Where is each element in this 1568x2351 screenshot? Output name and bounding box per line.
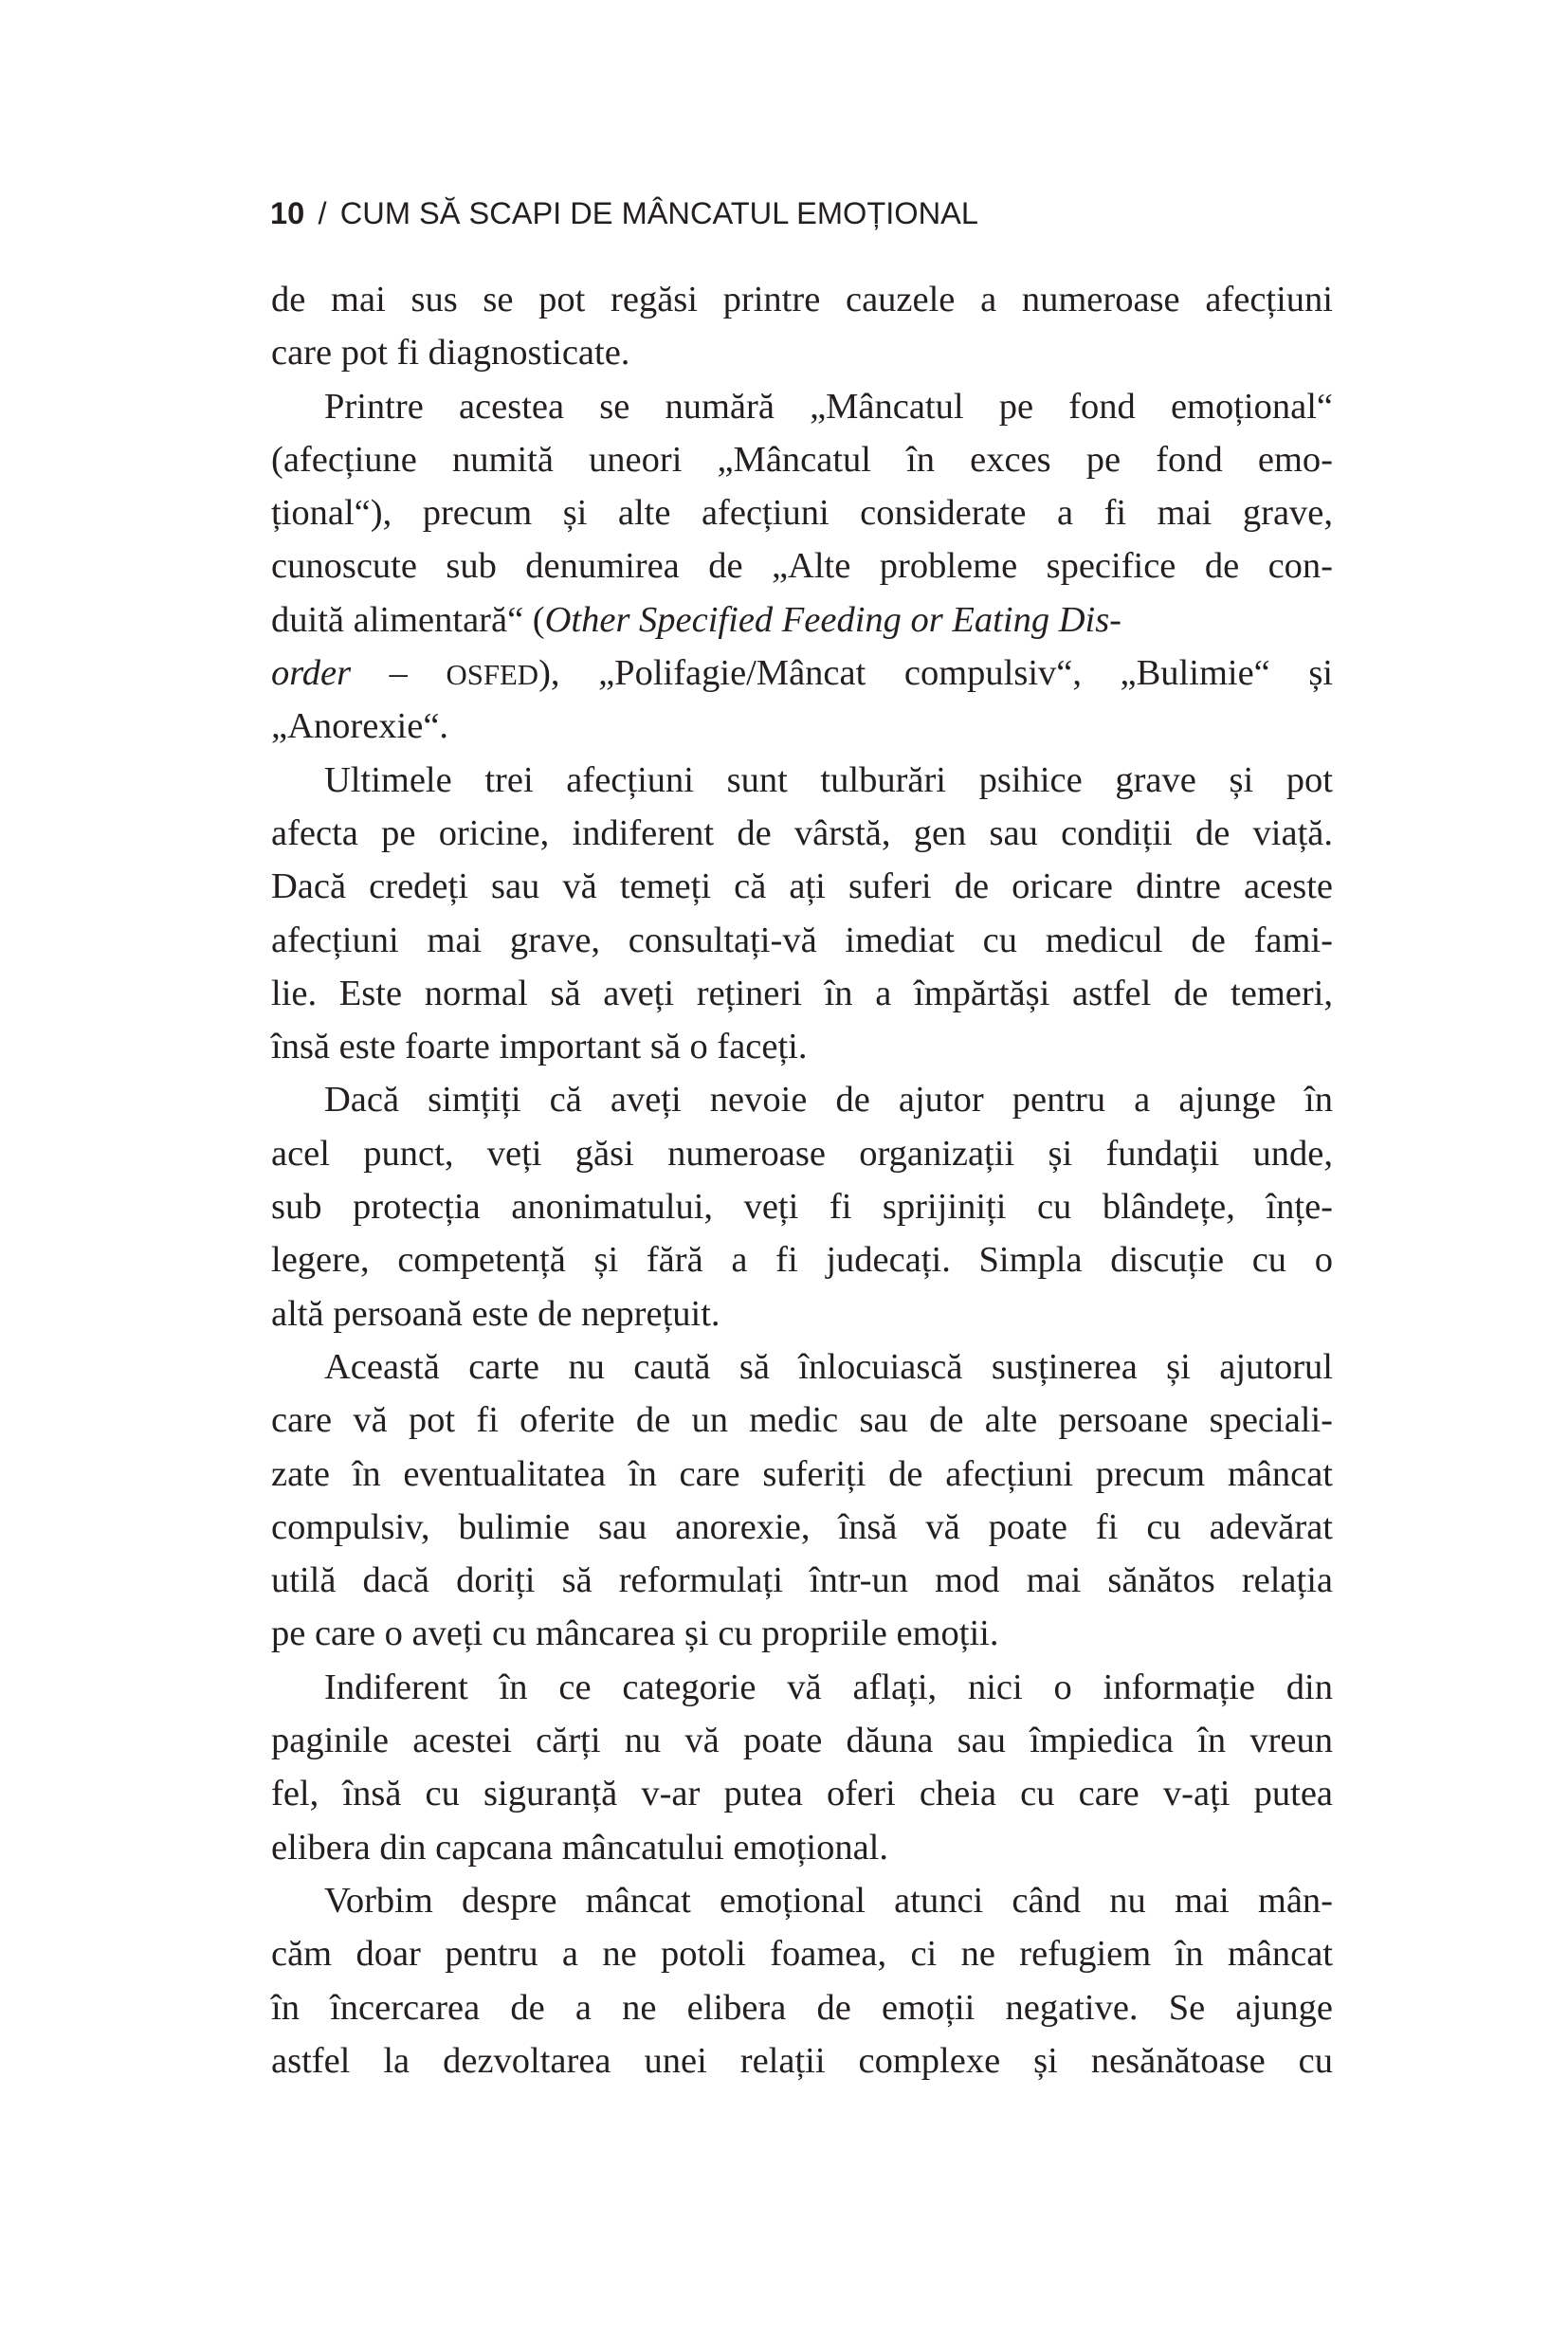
line-text: Dacă credeți sau vă temeți că ați suferi de oricare dintre aceste (271, 866, 1333, 907)
text-line (271, 1821, 1333, 1874)
line-text: paginile acestei cărți nu vă poate dăuna sau împiedica în vreun (271, 1721, 1333, 1761)
text-line (271, 914, 1333, 967)
text-line (271, 593, 1333, 647)
text-line (271, 647, 1333, 700)
line-text: (afecțiune numită uneori „Mâncatul în exces pe fond emo- (271, 439, 1333, 480)
text-line (271, 1927, 1333, 1980)
line-text: căm doar pentru a ne potoli foamea, ci ne refugiem în mâncat (271, 1934, 1333, 1975)
line-text: cunoscute sub denumirea de „Alte probleme specifice de con- (271, 546, 1333, 587)
paragraph-first-line (271, 1874, 1333, 1927)
italic-text: Other Specified Feeding or Eating Dis- (544, 599, 1121, 640)
line-text (271, 593, 1121, 647)
text-line (271, 1127, 1333, 1180)
line-text: astfel la dezvoltarea unei relații complexe și nesănătoase cu (271, 2040, 1333, 2081)
line-text: Vorbim despre mâncat emoțional atunci când nu mai mân- (324, 1880, 1333, 1921)
paragraph-first-line (271, 1073, 1333, 1126)
line-text: Ultimele trei afecțiuni sunt tulburări psihice grave și pot (324, 759, 1333, 800)
text-line (271, 700, 1333, 753)
line-text: sub protecția anonimatului, veți fi sprijiniți cu blândețe, înțe- (271, 1187, 1333, 1228)
line-text: de mai sus se pot regăsi printre cauzele a numeroase afecțiuni (271, 280, 1333, 319)
line-text: care pot fi diagnosticate. (271, 333, 630, 374)
running-head (270, 192, 978, 234)
line-text: pe care o aveți cu mâncarea și cu propriile emoții. (271, 1613, 999, 1654)
text-line (271, 860, 1333, 913)
text-line (271, 1607, 1333, 1660)
text-run: ), „Polifagie/Mâncat compulsiv“, „Bulimie“ și (538, 653, 1333, 694)
line-text: fel, însă cu siguranță v-ar putea oferi cheia cu care v-ați putea (271, 1774, 1333, 1814)
line-text (271, 647, 1333, 702)
line-text: utilă dacă doriți să reformulați într-un mod mai sănătos relația (271, 1560, 1333, 1601)
text-line (271, 1448, 1333, 1501)
text-line (271, 967, 1333, 1020)
paragraph-first-line (271, 754, 1333, 807)
line-text: afecțiuni mai grave, consultați-vă imediat cu medicul de fami- (271, 920, 1333, 960)
line-text: zate în eventualitatea în care suferiți de afecțiuni precum mâncat (271, 1453, 1333, 1494)
line-text: Această carte nu caută să înlocuiască susținerea și ajutorul (324, 1346, 1333, 1387)
line-text: lie. Este normal să aveți rețineri în a împărtăși astfel de temeri, (271, 973, 1333, 1013)
text-line (271, 539, 1333, 592)
line-text: acel punct, veți găsi numeroase organizații și fundații unde, (271, 1133, 1333, 1174)
paragraph-first-line (271, 1340, 1333, 1394)
text-line (271, 1233, 1333, 1286)
text-line (271, 1554, 1333, 1607)
body-text (271, 273, 1333, 2087)
text-run: – (351, 653, 447, 694)
line-text: elibera din capcana mâncatului emoțional. (271, 1827, 889, 1868)
line-text: Dacă simțiți că aveți nevoie de ajutor pentru a ajunge în (324, 1080, 1333, 1121)
line-text: compulsiv, bulimie sau anorexie, însă vă poate fi cu adevărat (271, 1506, 1333, 1547)
text-line (271, 1180, 1333, 1233)
line-text: însă este foarte important să o faceți. (271, 1027, 808, 1067)
text-line (271, 273, 1333, 326)
text-line (271, 1020, 1333, 1073)
line-text: în încercarea de a ne elibera de emoții negative. Se ajunge (271, 1987, 1333, 2028)
text-line (271, 1981, 1333, 2034)
line-text: legere, competență și fără a fi judecați. Simpla discuție cu o (271, 1240, 1333, 1281)
text-line (271, 1287, 1333, 1340)
line-text: Printre acestea se numără „Mâncatul pe fond emoțional“ (324, 386, 1333, 427)
text-line (271, 433, 1333, 486)
text-line (271, 1767, 1333, 1820)
small-caps-text: OSFED (446, 659, 539, 692)
line-text: țional“), precum și alte afecțiuni considerate a fi mai grave, (271, 493, 1333, 534)
line-text: care vă pot fi oferite de un medic sau de alte persoane speciali- (271, 1400, 1333, 1441)
line-text: „Anorexie“. (271, 706, 449, 747)
text-line (271, 1394, 1333, 1447)
text-line (271, 326, 1333, 379)
text-run: duită alimentară“ ( (271, 599, 545, 640)
text-line (271, 1501, 1333, 1554)
text-line (271, 486, 1333, 539)
page-number: 10 (270, 196, 305, 230)
running-head-separator: / (318, 196, 327, 230)
line-text: afecta pe oricine, indiferent de vârstă, gen sau condiții de viață. (271, 812, 1333, 853)
book-title: CUM SĂ SCAPI DE MÂNCATUL EMOȚIONAL (339, 196, 978, 230)
text-line (271, 1714, 1333, 1767)
text-line (271, 2034, 1333, 2087)
text-line (271, 807, 1333, 860)
paragraph-first-line (271, 1661, 1333, 1714)
italic-text: order (271, 653, 352, 694)
line-text: altă persoană este de neprețuit. (271, 1293, 720, 1334)
line-text: Indiferent în ce categorie vă aflați, nici o informație din (324, 1667, 1333, 1707)
paragraph-first-line (271, 380, 1333, 433)
